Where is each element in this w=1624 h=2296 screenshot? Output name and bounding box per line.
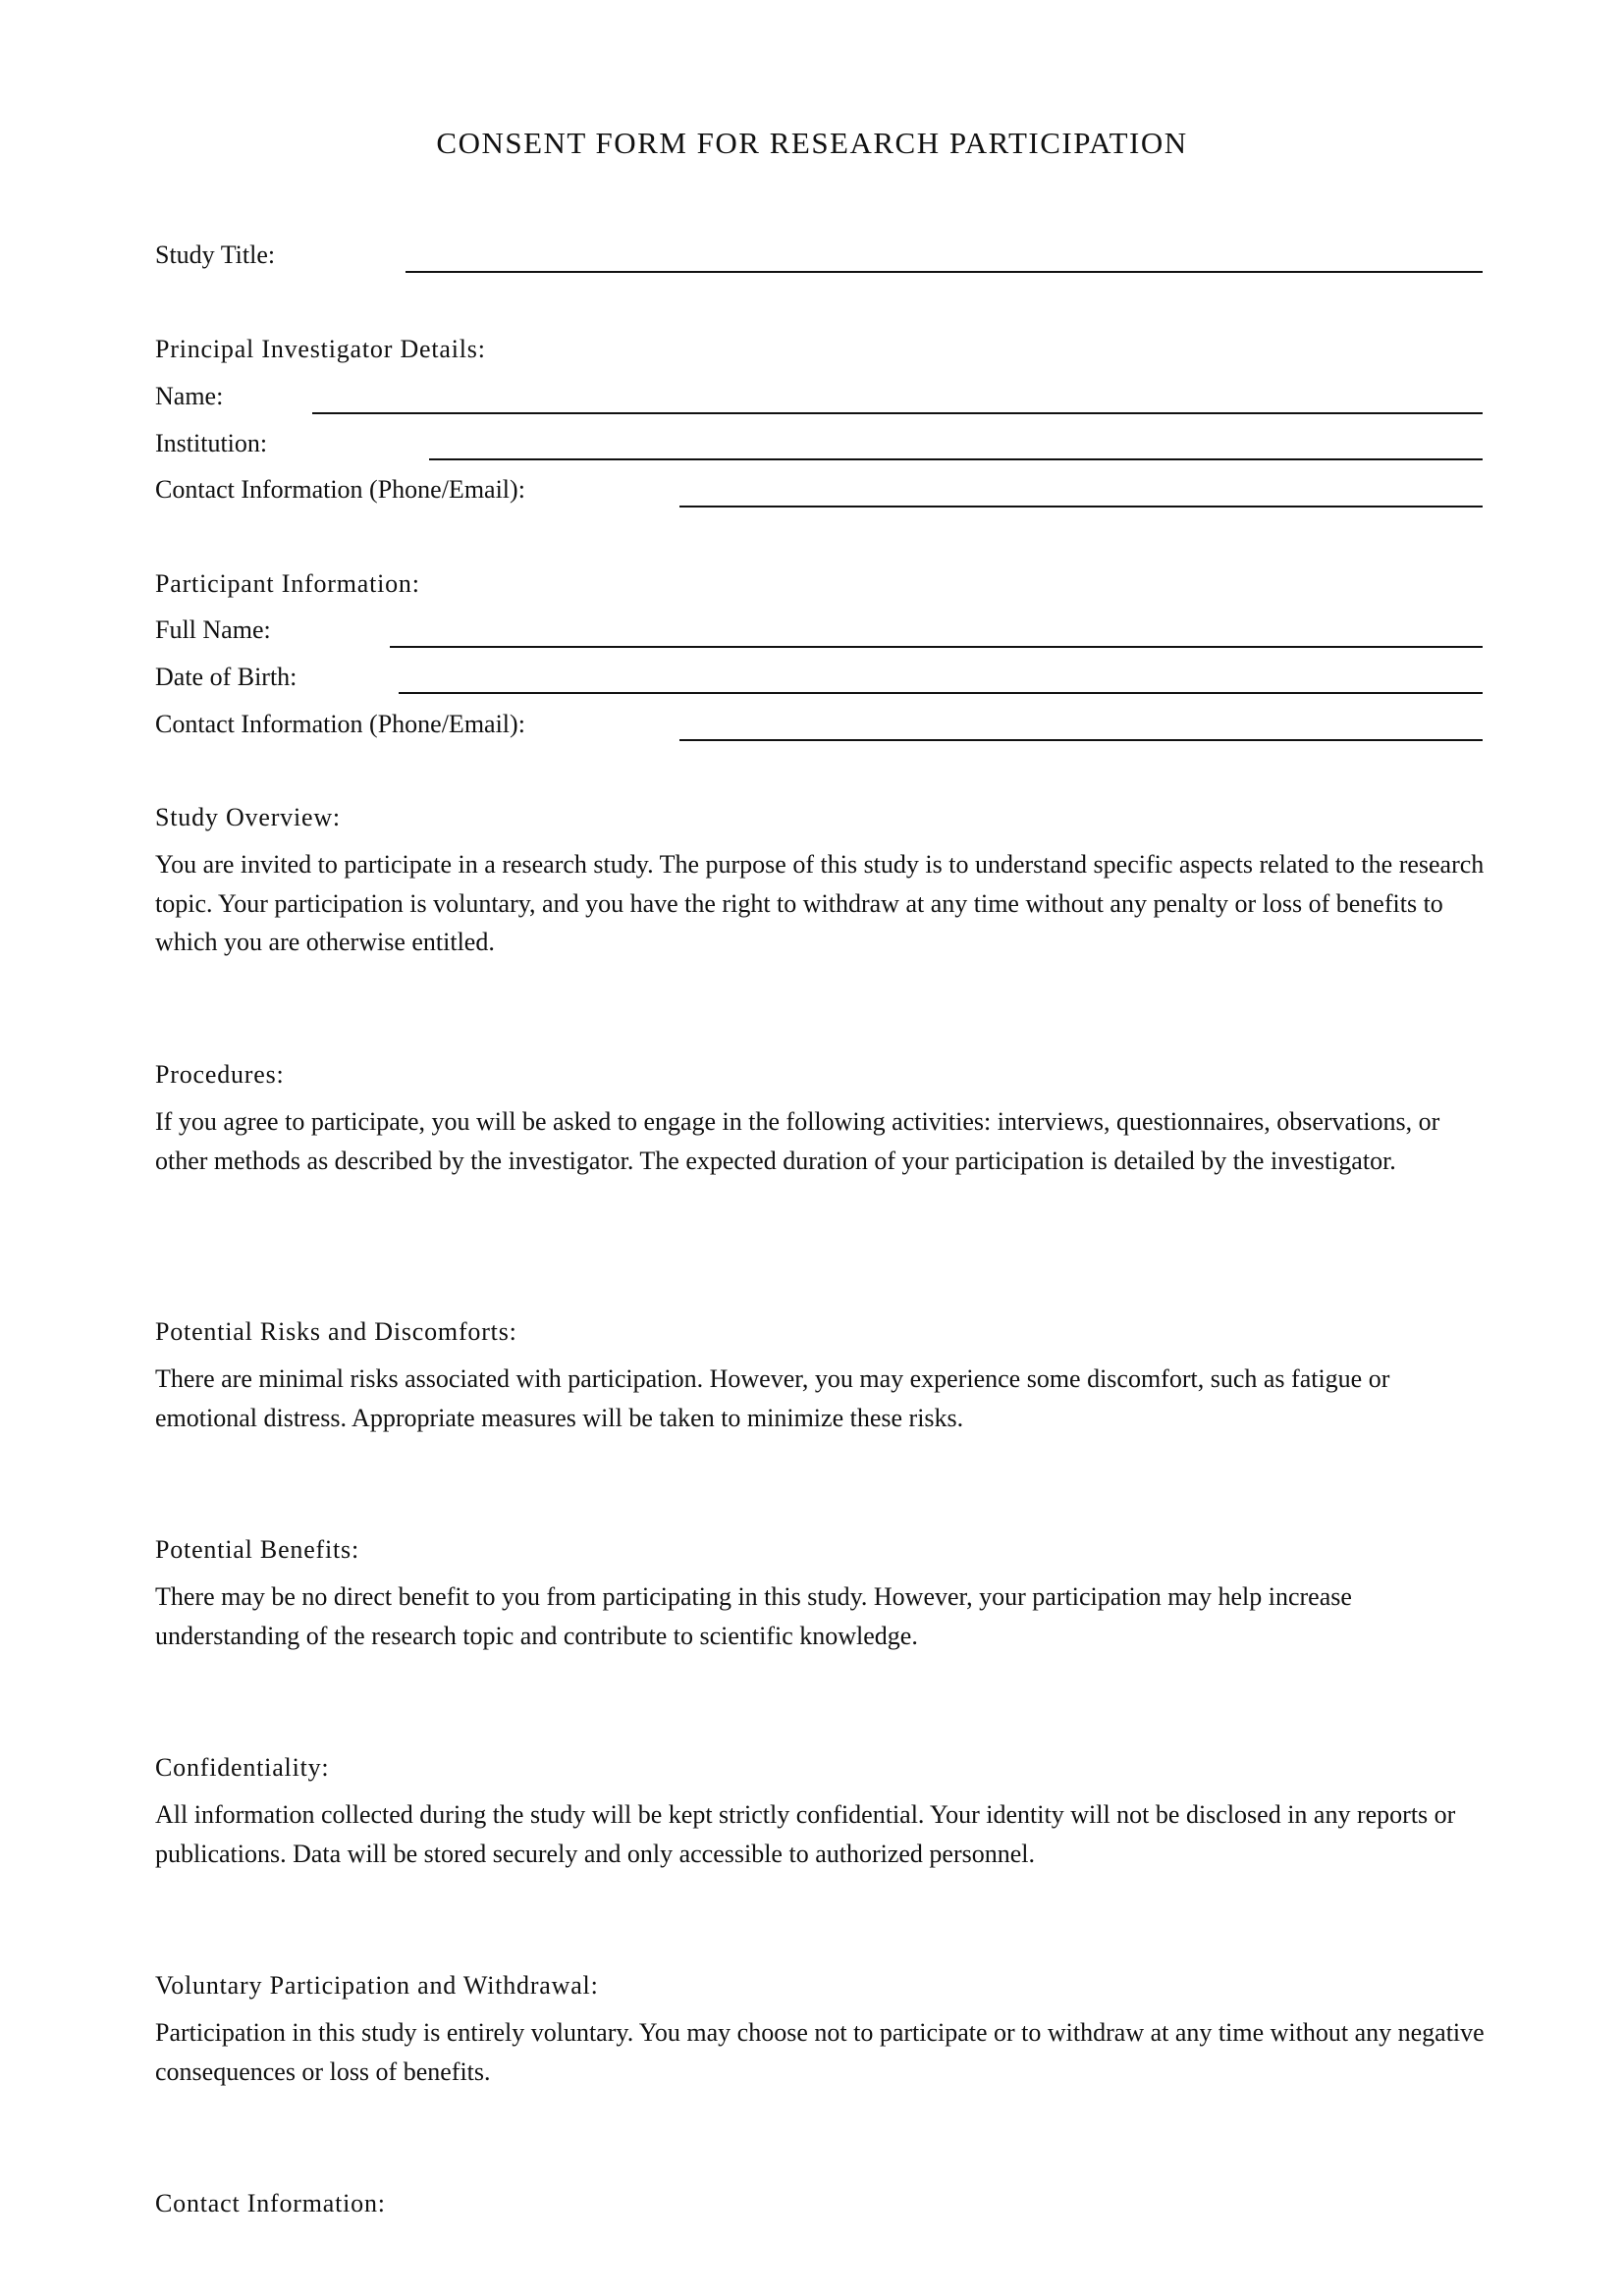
benefits-heading: Potential Benefits:	[155, 1535, 360, 1564]
investigator-name-label: Name:	[155, 382, 224, 410]
investigator-institution-field[interactable]	[429, 458, 1483, 460]
investigator-heading: Principal Investigator Details:	[155, 335, 486, 363]
participant-dob-label: Date of Birth:	[155, 663, 298, 691]
investigator-name-field[interactable]	[312, 412, 1483, 414]
risks-heading: Potential Risks and Discomforts:	[155, 1317, 517, 1346]
participant-dob-field[interactable]	[399, 692, 1483, 694]
confidentiality-paragraph: All information collected during the study will be kept strictly confidential. Your identity will not be disclosed in any reports or publications. Data will be stored securely and only accessible to authorized personnel.	[155, 1800, 1456, 1868]
voluntary-heading: Voluntary Participation and Withdrawal:	[155, 1971, 599, 2000]
voluntary-paragraph: Participation in this study is entirely voluntary. You may choose not to participate or to withdraw at any time without any negative consequences or loss of benefits.	[155, 2018, 1485, 2086]
procedures-heading: Procedures:	[155, 1060, 285, 1089]
participant-contact-label: Contact Information (Phone/Email):	[155, 710, 525, 738]
overview-heading: Study Overview:	[155, 803, 341, 831]
participant-contact-field[interactable]	[679, 739, 1483, 741]
investigator-institution-label: Institution:	[155, 429, 268, 457]
participant-full-name-field[interactable]	[390, 646, 1483, 648]
investigator-contact-label: Contact Information (Phone/Email):	[155, 475, 525, 504]
procedures-paragraph: If you agree to participate, you will be asked to engage in the following activities: interviews, questionnaires, observations, or other methods as described by the investigator. The expected duration of your participation is detailed by the investigator.	[155, 1107, 1440, 1175]
benefits-paragraph: There may be no direct benefit to you from participating in this study. However, your participation may help increase understanding of the research topic and contribute to scientific knowledge.	[155, 1582, 1352, 1650]
page-title: CONSENT FORM FOR RESEARCH PARTICIPATION	[436, 126, 1188, 160]
overview-paragraph: You are invited to participate in a research study. The purpose of this study is to understand specific aspects related to the research topic. Your participation is voluntary, and you have the right to withdraw at any time without any penalty or loss of benefits to which you are otherwise entitled.	[155, 850, 1485, 956]
participant-heading: Participant Information:	[155, 569, 420, 598]
investigator-contact-field[interactable]	[679, 506, 1483, 507]
study-title-field[interactable]	[406, 271, 1483, 273]
confidentiality-heading: Confidentiality:	[155, 1753, 330, 1782]
study-title-label: Study Title:	[155, 240, 276, 269]
participant-full-name-label: Full Name:	[155, 615, 271, 644]
contact-heading: Contact Information:	[155, 2189, 386, 2217]
risks-paragraph: There are minimal risks associated with participation. However, you may experience some discomfort, such as fatigue or emotional distress. Appropriate measures will be taken to minimize these risks.	[155, 1364, 1390, 1432]
